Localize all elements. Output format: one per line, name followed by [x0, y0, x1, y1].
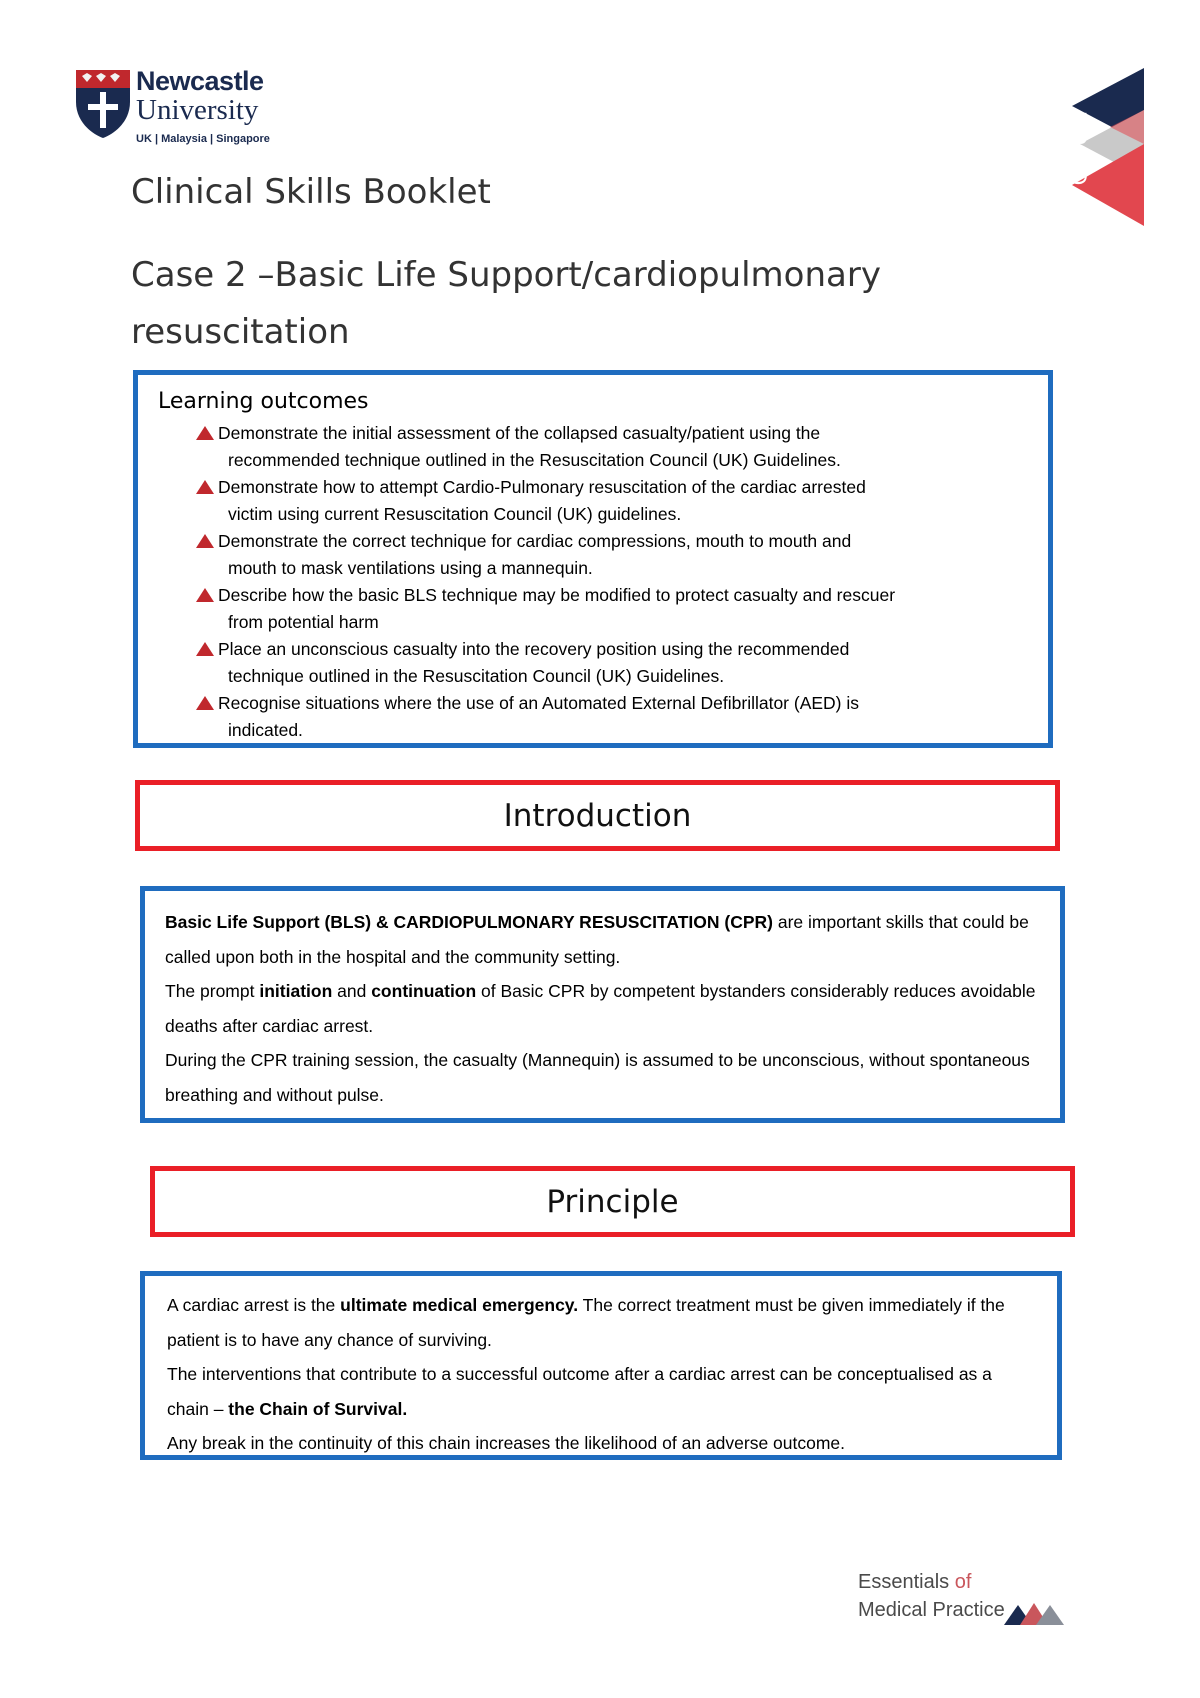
outcome-text-cont: mouth to mask ventilations using a mannequin.: [228, 558, 593, 578]
list-item: [196, 636, 1030, 690]
red-triangle-bullet-icon: [196, 534, 214, 548]
red-triangle-bullet-icon: [196, 696, 214, 710]
introduction-header: [135, 780, 1060, 851]
outcome-text-cont: victim using current Resuscitation Council (UK) guidelines.: [228, 504, 682, 524]
principle-box: [140, 1271, 1062, 1460]
outcome-text-cont: recommended technique outlined in the Resuscitation Council (UK) Guidelines.: [228, 450, 841, 470]
intro-text: and: [332, 981, 372, 1001]
footer-line2: Medical Practice: [858, 1599, 1005, 1621]
principle-bold-text: ultimate medical emergency.: [340, 1295, 579, 1315]
footer-line1: [858, 1571, 971, 1594]
intro-text: The prompt: [165, 981, 260, 1001]
list-item: [196, 420, 1030, 474]
red-triangle-bullet-icon: [196, 426, 214, 440]
outcome-text: Demonstrate how to attempt Cardio-Pulmonary resuscitation of the cardiac arrested: [218, 477, 866, 497]
red-triangle-bullet-icon: [196, 642, 214, 656]
case-badge: [1067, 68, 1144, 228]
list-item: [196, 582, 1030, 636]
outcome-text: Demonstrate the initial assessment of the collapsed casualty/patient using the: [218, 423, 821, 443]
mountains-logo-icon: [1004, 1601, 1064, 1625]
intro-bold-continuation: continuation: [371, 981, 477, 1001]
principle-text: The correct treatment must be given immediately if the patient is to have any chance of surviving.: [167, 1295, 1005, 1350]
outcome-text: Demonstrate the correct technique for cardiac compressions, mouth to mouth and: [218, 531, 852, 551]
logo-name-line2: University: [136, 94, 259, 126]
case-title: Case 2 –Basic Life Support/cardiopulmonary resuscitation: [131, 255, 881, 352]
principle-text: A cardiac arrest is the: [167, 1295, 341, 1315]
intro-text: are important skills that could be called upon both in the hospital and the community setting.: [165, 912, 1029, 967]
list-item: [196, 528, 1030, 582]
principle-paragraph-3: Any break in the continuity of this chain increases the likelihood of an adverse outcome.: [167, 1433, 846, 1453]
outcome-text: Recognise situations where the use of an Automated External Defibrillator (AED) is: [218, 693, 860, 713]
intro-paragraph-2: [165, 974, 1040, 1043]
logo-campuses: UK | Malaysia | Singapore: [136, 133, 270, 145]
intro-bold-terms: Basic Life Support (BLS) & CARDIOPULMONARY RESUSCITATION (CPR): [165, 912, 773, 932]
introduction-box: [140, 886, 1065, 1123]
university-logo: [74, 68, 294, 152]
booklet-title: Clinical Skills Booklet: [131, 172, 491, 212]
principle-heading: Principle: [546, 1183, 679, 1220]
intro-bold-initiation: initiation: [259, 981, 333, 1001]
principle-header: [150, 1166, 1075, 1237]
outcome-text-cont: technique outlined in the Resuscitation Council (UK) Guidelines.: [228, 666, 725, 686]
list-item: [196, 690, 1030, 744]
intro-paragraph-3: During the CPR training session, the casualty (Mannequin) is assumed to be unconscious, without spontaneous breathing and without pulse.: [165, 1050, 1030, 1105]
learning-outcomes-box: [133, 370, 1053, 748]
outcome-text-cont: indicated.: [228, 720, 303, 740]
introduction-heading: Introduction: [503, 797, 692, 834]
intro-paragraph-1: [165, 905, 1040, 974]
principle-paragraph-2: [167, 1357, 1037, 1426]
footer-essentials: Essentials: [858, 1571, 950, 1593]
list-item: [196, 474, 1030, 528]
outcome-text: Place an unconscious casualty into the recovery position using the recommended: [218, 639, 850, 659]
principle-paragraph-1: [167, 1288, 1037, 1357]
principle-text: The interventions that contribute to a successful outcome after a cardiac arrest can be conceptualised as a chain –: [167, 1364, 992, 1419]
learning-outcomes-list: [158, 420, 1030, 744]
logo-name-line1: Newcastle: [136, 66, 264, 96]
footer-brand: [858, 1571, 1068, 1631]
university-crest-icon: [74, 68, 132, 140]
red-triangle-bullet-icon: [196, 480, 214, 494]
intro-text: of Basic CPR by competent bystanders considerably reduces avoidable deaths after cardiac arrest.: [165, 981, 1036, 1036]
red-triangle-bullet-icon: [196, 588, 214, 602]
learning-outcomes-heading: Learning outcomes: [158, 389, 369, 414]
footer-of: of: [949, 1571, 972, 1593]
outcome-text: Describe how the basic BLS technique may be modified to protect casualty and rescuer: [218, 585, 896, 605]
outcome-text-cont: from potential harm: [228, 612, 379, 632]
case-badge-label: Case 2: [1067, 110, 1093, 186]
chain-of-survival-bold: the Chain of Survival.: [228, 1398, 408, 1419]
